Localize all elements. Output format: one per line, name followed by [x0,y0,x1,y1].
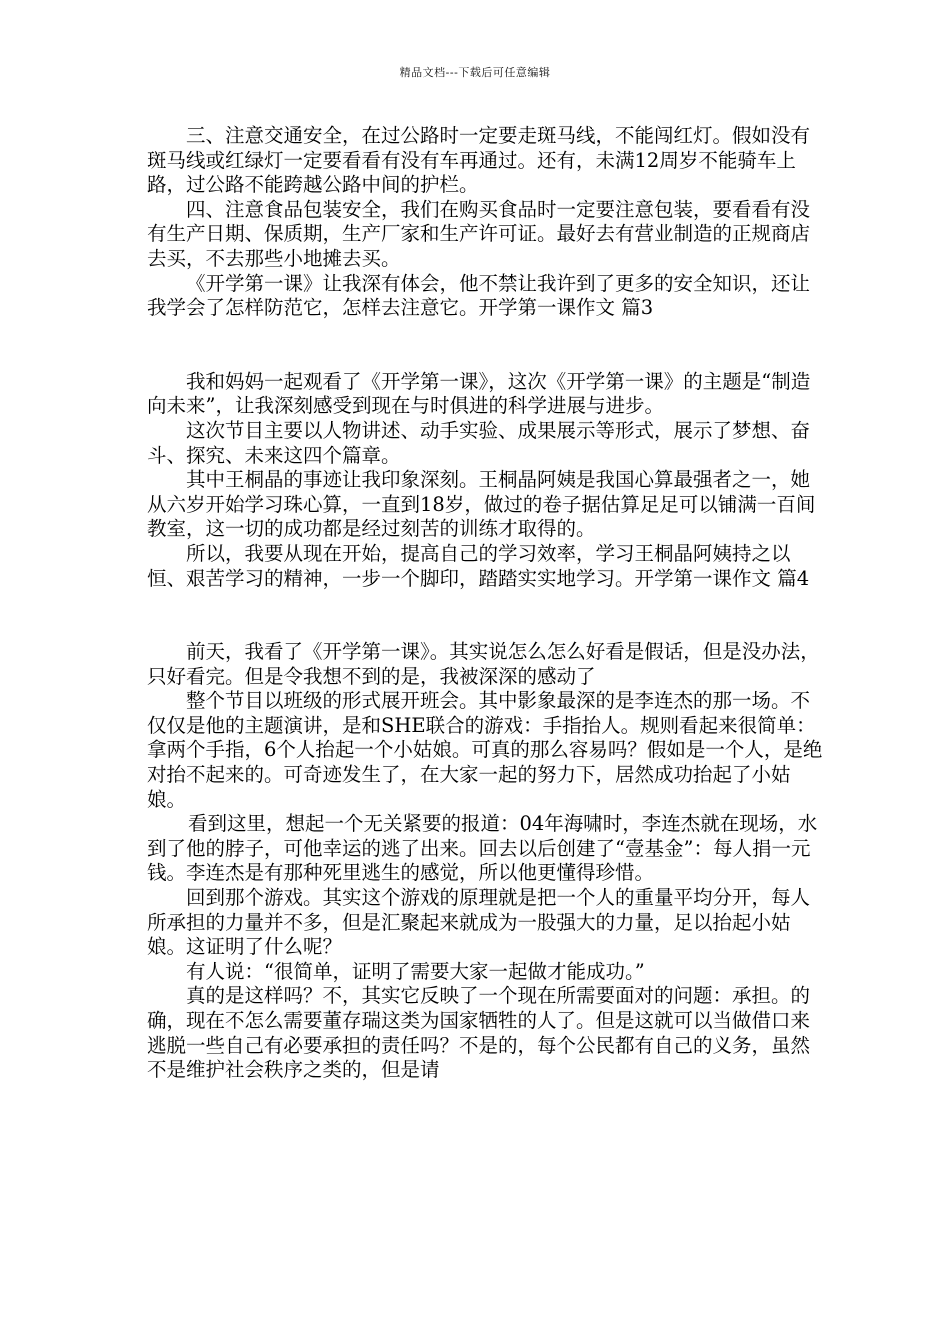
section-gap [147,321,827,370]
paragraph: 这次节目主要以人物讲述、动手实验、成果展示等形式，展示了梦想、奋斗、探究、未来这四个篇章。 [147,418,811,467]
paragraph: 看到这里，想起一个无关紧要的报道：04年海啸时，李连杰就在现场，水到了他的脖子，可他幸运的逃了出来。回去以后创建了“壹基金”：每人捐一元钱。李连杰是有那种死里逃生的感觉，所以他更懂得珍惜。 [147,812,818,885]
paragraph: 我和妈妈一起观看了《开学第一课》，这次《开学第一课》的主题是“制造向未来”，让我深刻感受到现在与时俱进的科学进展与进步。 [147,369,811,418]
paragraph: 其中王桐晶的事迹让我印象深刻。王桐晶阿姨是我国心算最强者之一，她从六岁开始学习珠心算，一直到18岁，做过的卷子据估算足足可以铺满一百间教室，这一切的成功都是经过刻苦的训练才取得的。 [147,468,816,541]
paragraph: 所以，我要从现在开始，提高自己的学习效率，学习王桐晶阿姨持之以恒、艰苦学习的精神，一步一个脚印，踏踏实实地学习。开学第一课作文 篇4 [147,541,810,590]
paragraph: 《开学第一课》让我深有体会，他不禁让我许到了更多的安全知识，还让我学会了怎样防范它，怎样去注意它。开学第一课作文 篇3 [147,271,811,320]
paragraph: 四、注意食品包装安全，我们在购买食品时一定要注意包装，要看看有没有生产日期、保质期，生产厂家和生产许可证。最好去有营业制造的正规商店去买，不去那些小地摊去买。 [147,197,811,270]
section-gap [147,591,827,640]
paragraph: 整个节目以班级的形式展开班会。其中影象最深的是李连杰的那一场。不仅仅是他的主题演讲，是和SHE联合的游戏：手指抬人。规则看起来很简单：拿两个手指，6个人抬起一个小姑娘。可真的那么容易吗？假如是一个人，是绝对抬不起来的。可奇迹发生了，在大家一起的努力下，居然成功抬起了小姑娘。 [147,689,823,811]
paragraph: 有人说：“很简单，证明了需要大家一起做才能成功。” [186,959,645,983]
document-body [147,124,827,1083]
page-header: 精品文档---下载后可任意编辑 [399,66,551,79]
paragraph: 三、注意交通安全，在过公路时一定要走斑马线，不能闯红灯。假如没有斑马线或红绿灯一定要看看有没有车再通过。还有，未满12周岁不能骑车上路，过公路不能跨越公路中间的护栏。 [147,124,811,197]
paragraph: 真的是这样吗？不，其实它反映了一个现在所需要面对的问题：承担。的确，现在不怎么需要董存瑞这类为国家牺牲的人了。但是这就可以当做借口来逃脱一些自己有必要承担的责任吗？不是的，每个公民都有自己的义务，虽然不是维护社会秩序之类的，但是请 [147,984,811,1082]
paragraph: 前天，我看了《开学第一课》。其实说怎么怎么好看是假话，但是没办法，只好看完。但是令我想不到的是，我被深深的感动了 [147,640,820,688]
paragraph: 回到那个游戏。其实这个游戏的原理就是把一个人的重量平均分开，每人所承担的力量并不多，但是汇聚起来就成为一股强大的力量，足以抬起小姑娘。这证明了什么呢？ [147,886,811,959]
